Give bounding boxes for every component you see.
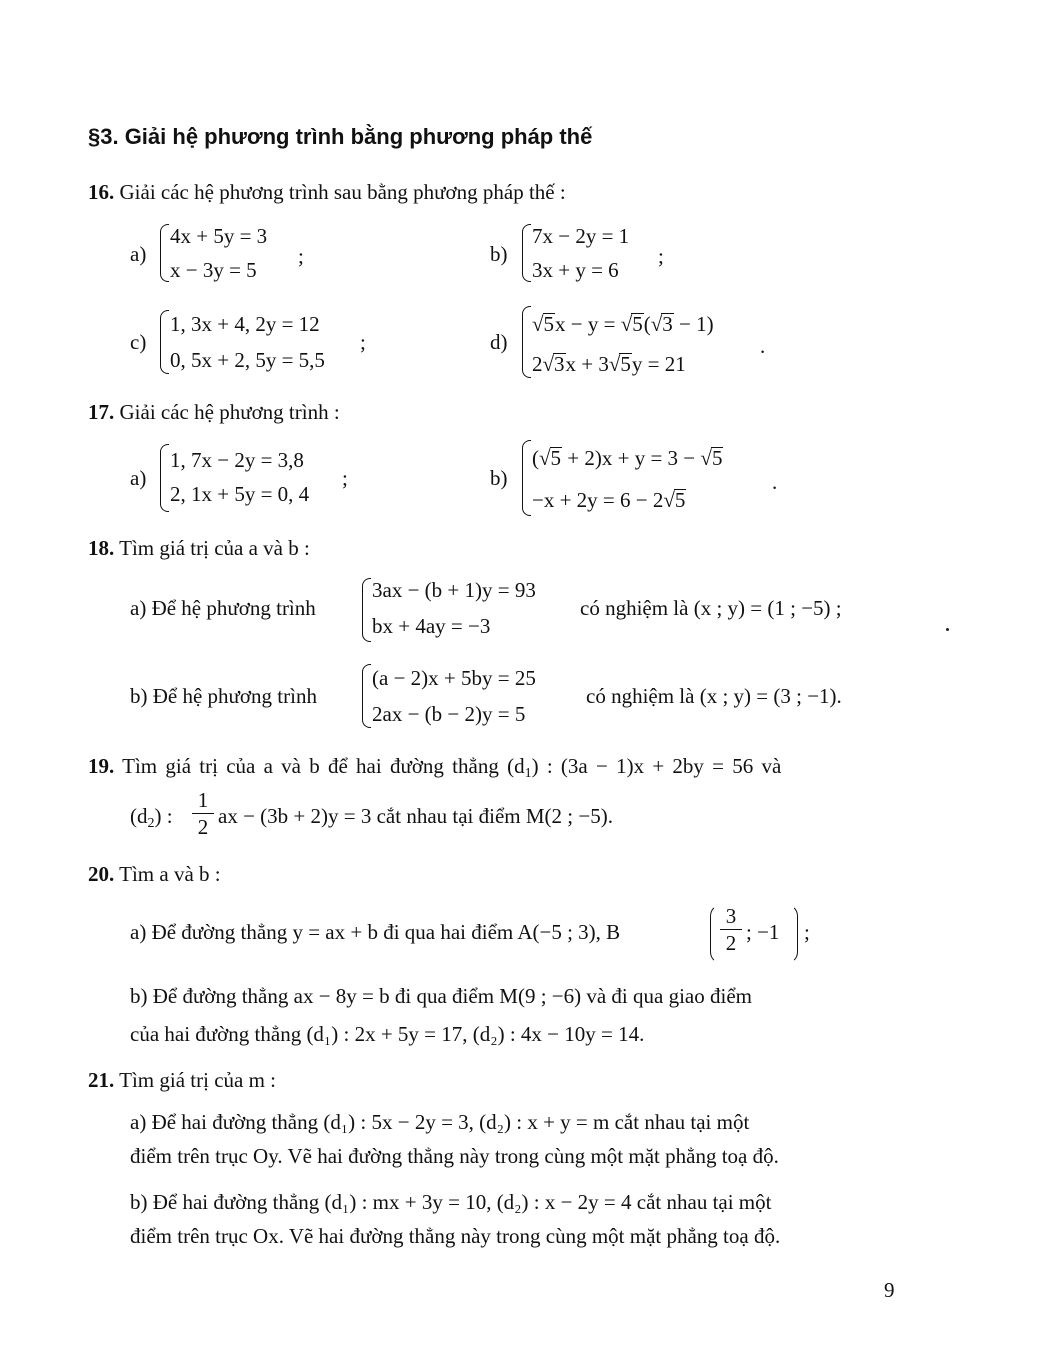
ex18-b-text: b) Để hệ phương trình	[130, 684, 317, 708]
page-number: 9	[884, 1278, 895, 1302]
equation: 3x + y = 6	[532, 258, 619, 282]
system-brace	[160, 444, 169, 512]
exercise-number: 16.	[88, 180, 115, 204]
system-brace	[362, 664, 371, 728]
equation: bx + 4ay = −3	[372, 614, 491, 638]
equation: 2, 1x + 5y = 0, 4	[170, 482, 310, 506]
fraction: 1 2	[192, 788, 214, 839]
exercise-18-prompt: 18. Tìm giá trị của a và b :	[88, 536, 310, 560]
exercise-number: 20.	[88, 862, 115, 886]
ex19-line2-end: ax − (3b + 2)y = 3 cắt nhau tại điểm M(2 ; −5).	[218, 804, 613, 828]
equation: 2√3x + 3√5y = 21	[532, 352, 686, 376]
system-brace	[362, 578, 371, 642]
equation: 7x − 2y = 1	[532, 224, 630, 248]
exercise-20-prompt: 20. Tìm a và b :	[88, 862, 221, 886]
equation: √5x − y = √5(√3 − 1)	[532, 312, 714, 336]
equation: x − 3y = 5	[170, 258, 257, 282]
ex21-a-line1: a) Để hai đường thẳng (d₁) : 5x − 2y = 3, (d₂) : x + y = m cắt nhau tại một	[130, 1110, 750, 1134]
exercise-number: 21.	[88, 1068, 115, 1092]
equation: 1, 3x + 4, 2y = 12	[170, 312, 320, 336]
ex21-b-line2: điểm trên trục Ox. Vẽ hai đường thẳng này trong cùng một mặt phẳng toạ độ.	[130, 1224, 781, 1248]
ex16-a-label: a)	[130, 242, 147, 266]
ex16-c-label: c)	[130, 330, 147, 354]
equation: −x + 2y = 6 − 2√5	[532, 488, 686, 512]
ex20-a-text: a) Để đường thẳng y = ax + b đi qua hai điểm A(−5 ; 3), B	[130, 920, 621, 944]
equation: 0, 5x + 2, 5y = 5,5	[170, 348, 325, 372]
ex17-a-label: a)	[130, 466, 147, 490]
fraction: 3 2	[720, 904, 742, 955]
exercise-16-prompt: 16. Giải các hệ phương trình sau bằng phương pháp thế :	[88, 180, 566, 204]
exercise-number: 17.	[88, 400, 115, 424]
ex16-d-label: d)	[490, 330, 508, 354]
exercise-19-prompt: 19. Tìm giá trị của a và b để hai đường thẳng $(d_1)$ : (3a − 1)x + 2by = 56 và	[88, 754, 782, 781]
exercise-17-prompt: 17. Giải các hệ phương trình :	[88, 400, 340, 424]
ex17-b-label: b)	[490, 466, 508, 490]
exercise-number: 19.	[88, 754, 115, 778]
ex21-b-line1: b) Để hai đường thẳng (d₁) : mx + 3y = 10, (d₂) : x − 2y = 4 cắt nhau tại một	[130, 1190, 772, 1214]
equation: 4x + 5y = 3	[170, 224, 268, 248]
equation: 3ax − (b + 1)y = 93	[372, 578, 536, 602]
equation: 1, 7x − 2y = 3,8	[170, 448, 304, 472]
system-brace	[160, 310, 169, 374]
ex16-b-label: b)	[490, 242, 508, 266]
section-title: §3. Giải hệ phương trình bằng phương pháp thế	[88, 124, 593, 149]
exercise-number: 18.	[88, 536, 115, 560]
ex19-line2-start: $(d_2)$ :	[130, 804, 173, 831]
ex20-b-line1: b) Để đường thẳng ax − 8y = b đi qua điểm M(9 ; −6) và đi qua giao điểm	[130, 984, 752, 1008]
ex18-a-text: a) Để hệ phương trình	[130, 596, 316, 620]
equation: 2ax − (b − 2)y = 5	[372, 702, 526, 726]
equation: (√5 + 2)x + y = 3 − √5	[532, 446, 723, 470]
system-brace	[160, 224, 169, 282]
system-brace	[522, 224, 531, 282]
ex21-a-line2: điểm trên trục Oy. Vẽ hai đường thẳng này trong cùng một mặt phẳng toạ độ.	[130, 1144, 779, 1168]
system-brace	[522, 306, 531, 378]
system-brace	[522, 440, 531, 516]
ex20-b-line2: của hai đường thẳng (d₁) : 2x + 5y = 17, (d₂) : 4x − 10y = 14.	[130, 1022, 645, 1046]
equation: (a − 2)x + 5by = 25	[372, 666, 536, 690]
scan-speck	[946, 628, 949, 631]
exercise-21-prompt: 21. Tìm giá trị của m :	[88, 1068, 276, 1092]
